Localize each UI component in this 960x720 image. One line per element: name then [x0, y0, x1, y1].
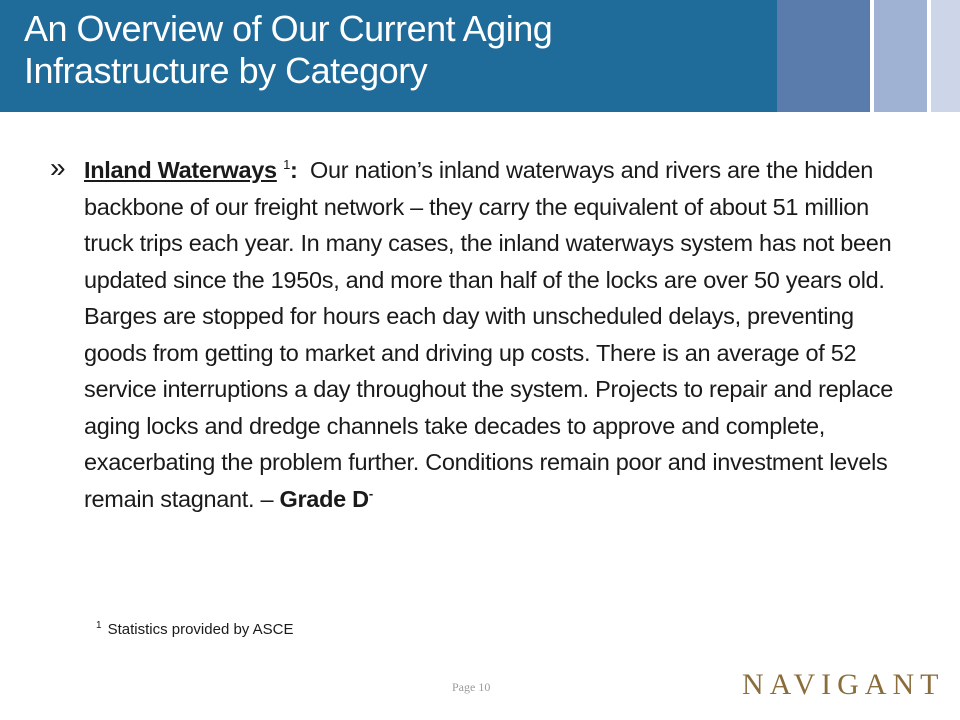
decorative-stripe-dark — [777, 0, 870, 112]
slide-title — [24, 8, 764, 92]
category-term: Inland Waterways — [84, 157, 277, 183]
slide-title-line-2: Infrastructure by Category — [24, 50, 428, 91]
grade-label: Grade D — [279, 485, 369, 512]
term-colon: : — [290, 157, 298, 183]
decorative-stripe-mid — [874, 0, 927, 112]
slide-title-line-1: An Overview of Our Current Aging — [24, 8, 553, 49]
body-paragraph — [84, 152, 894, 517]
decorative-stripe-light — [931, 0, 960, 112]
navigant-logo: NAVIGANT — [742, 668, 945, 701]
grade-modifier: - — [368, 485, 373, 501]
footnote-number: 1 — [96, 620, 102, 631]
footnote — [96, 620, 293, 638]
bullet-marker: » — [50, 152, 66, 183]
footnote-reference: 1 — [283, 157, 290, 173]
body-text: Our nation’s inland waterways and rivers are the hidden backbone of our freight network – they carry the equivalent of about 51 million truck trips each year. In many cases, the inland waterways system has not been updated since the 1950s, and more than half of the locks are over 50 years old. Barges are stopped for hours each day with unscheduled delays, preventing goods from getting to market and driving up costs. There is an average of 52 service interruptions a day throughout the system. Projects to repair and replace aging locks and dredge channels take decades to approve and complete, exacerbating the problem further. Conditions remain poor and investment levels remain stagnant. – — [84, 157, 894, 512]
title-band — [0, 0, 777, 112]
footnote-text: Statistics provided by ASCE — [107, 621, 294, 638]
page-number: Page 10 — [452, 680, 491, 694]
